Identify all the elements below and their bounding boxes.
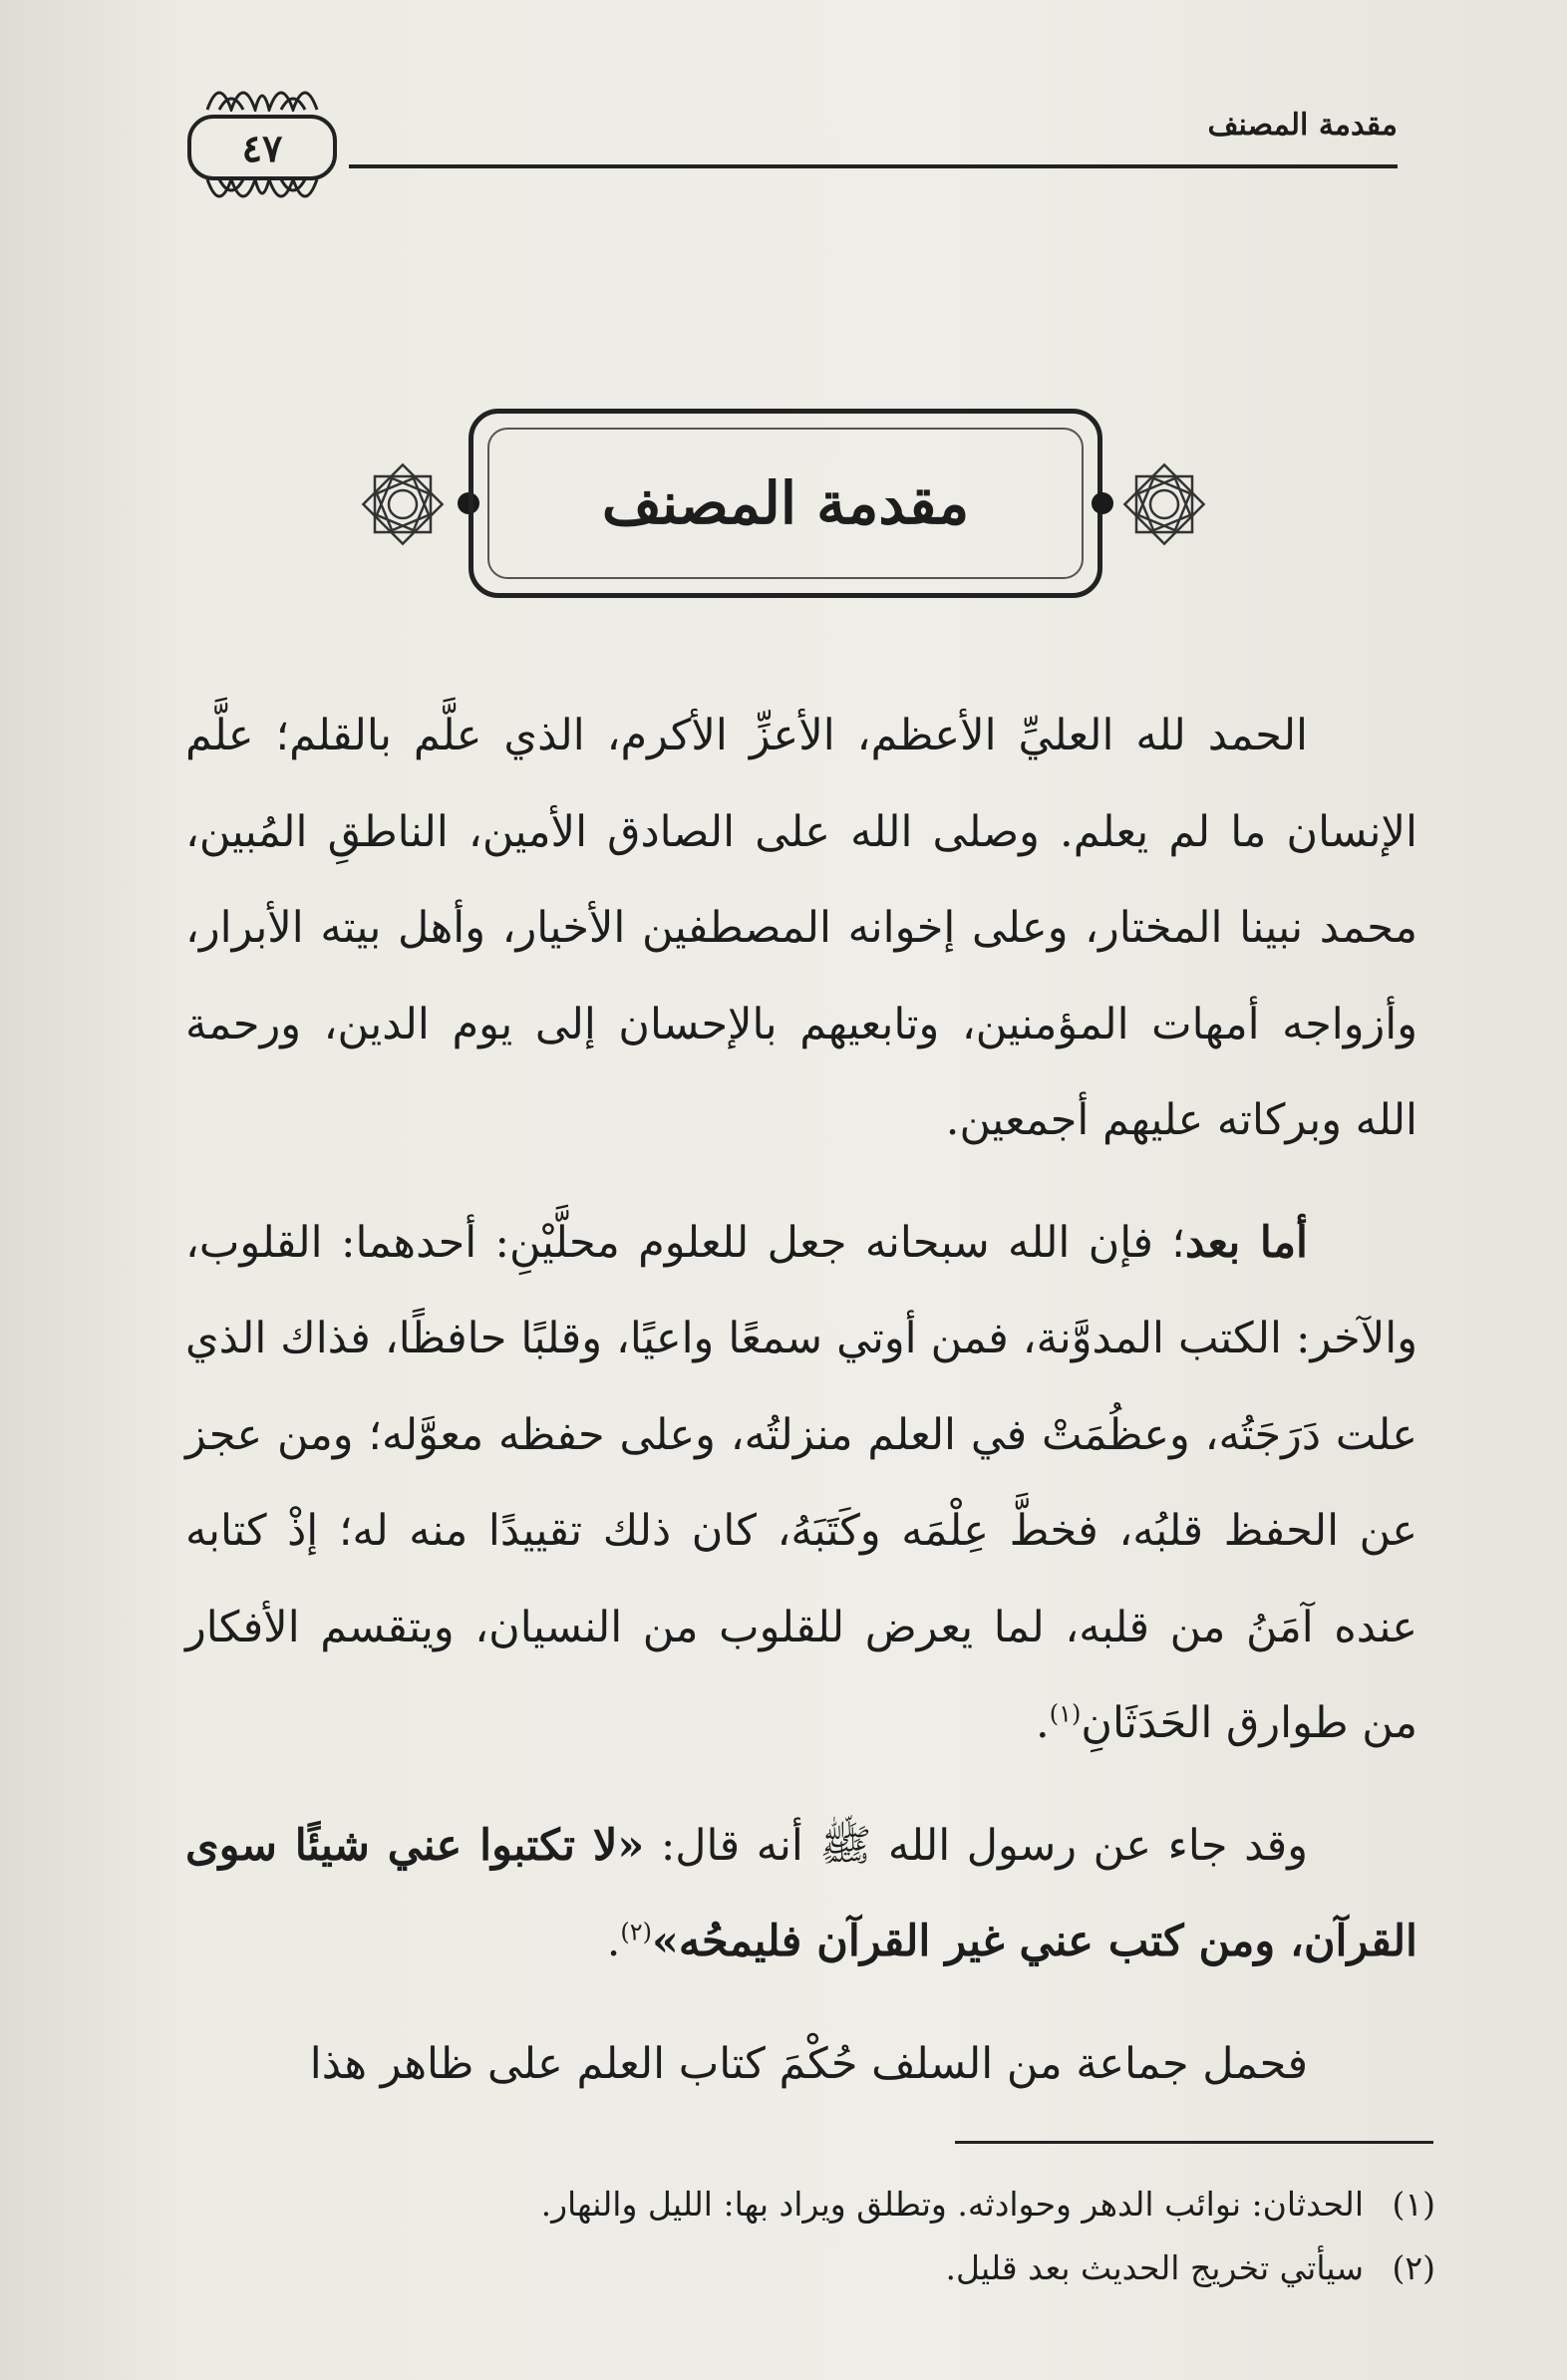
paragraph-amma-bad: أما بعد؛ فإن الله سبحانه جعل للعلوم محلَّيْنِ: أحدهما: القلوب، والآخر: الكتب المدوَّنة، فمن أوتي سمعًا واعيًا، وقلبًا حافظًا، فذاك الذي علت دَرَجَتُه، وعظُمَتْ في العلم منزلتُه، وعلى حفظه معوَّله؛ ومن عجز عن الحفظ قلبُه، فخطَّ عِلْمَه وكَتَبَهُ، كان ذلك تقييدًا منه له؛ إذْ كتابه عنده آمَنُ من قلبه، لما يعرض للقلوب من النسيان، ويتقسم الأفكار من طوارق الحَدَثَانِ$^{(١)}$. bbox=[185, 1217, 1417, 1748]
header-rule bbox=[349, 164, 1398, 168]
paragraph-amma-bad-text: ؛ فإن الله سبحانه جعل للعلوم محلَّيْنِ: أحدهما: القلوب، والآخر: الكتب المدوَّنة، فمن أوتي سمعًا واعيًا، وقلبًا حافظًا، فذاك الذي علت دَرَجَتُه، وعظُمَتْ في العلم منزلتُه، وعلى حفظه معوَّله؛ ومن عجز عن الحفظ قلبُه، فخطَّ عِلْمَه وكَتَبَهُ، كان ذلك تقييدًا منه له؛ إذْ كتابه عنده آمَنُ من قلبه، لما يعرض للقلوب من النسيان، ويتقسم الأفكار من طوارق الحَدَثَانِ bbox=[185, 1217, 1417, 1748]
page-number-bottom-ornament-icon bbox=[199, 177, 325, 217]
page-number-top-ornament-icon bbox=[199, 72, 325, 112]
chapter-title-frame bbox=[469, 409, 1102, 598]
right-star-ornament-icon bbox=[1116, 456, 1212, 552]
footnote-number: (٢) bbox=[1392, 2248, 1435, 2287]
title-right-dot bbox=[1092, 492, 1113, 514]
footnote-rule bbox=[955, 2141, 1433, 2144]
footnote-number: (١) bbox=[1392, 2185, 1435, 2224]
footnote-text: الحدثان: نوائب الدهر وحوادثه. وتطلق ويراد بها: الليل والنهار. bbox=[540, 2185, 1364, 2224]
footnote-text: سيأتي تخريج الحديث بعد قليل. bbox=[945, 2248, 1364, 2287]
paragraph-praise: الحمد لله العليِّ الأعظم، الأعزِّ الأكرم، الذي علَّم بالقلم؛ علَّم الإنسان ما لم يعلم. وصلى الله على الصادق الأمين، الناطقِ المُبين، محمد نبينا المختار، وعلى إخوانه المصطفين الأخيار، وأهل بيته الأبرار، وأزواجه أمهات المؤمنين، وتابعيهم بالإحسان إلى يوم الدين، ورحمة الله وبركاته عليهم أجمعين. bbox=[185, 711, 1417, 1145]
hadith-quote: «لا تكتبوا عني شيئًا سوى القرآن، ومن كتب عني غير القرآن فليمحُه» bbox=[185, 1820, 1417, 1966]
footnote-ref-2[interactable]: (٢) bbox=[620, 1918, 653, 1946]
amma-bad-lead: أما بعد bbox=[1184, 1217, 1308, 1268]
paragraph-hadith-intro: وقد جاء عن رسول الله ﷺ أنه قال: bbox=[644, 1820, 1308, 1871]
paragraph-hadith: وقد جاء عن رسول الله ﷺ أنه قال: «لا تكتبوا عني شيئًا سوى القرآن، ومن كتب عني غير القرآن فليمحُه»$^{(٢)}$. bbox=[185, 1820, 1417, 1966]
paragraph-salaf: فحمل جماعة من السلف حُكْمَ كتاب العلم على ظاهر هذا bbox=[309, 2038, 1308, 2089]
chapter-title: مقدمة المصنف bbox=[601, 469, 970, 537]
page-number: ٤٧ bbox=[187, 115, 337, 180]
footnotes bbox=[185, 2173, 1435, 2300]
running-header-title: مقدمة المصنف bbox=[1207, 108, 1398, 143]
footnote-1 bbox=[185, 2173, 1435, 2236]
main-text bbox=[185, 688, 1417, 2138]
footnote-2 bbox=[185, 2236, 1435, 2300]
footnote-ref-1[interactable]: (١) bbox=[1049, 1699, 1082, 1728]
left-star-ornament-icon bbox=[355, 456, 451, 552]
